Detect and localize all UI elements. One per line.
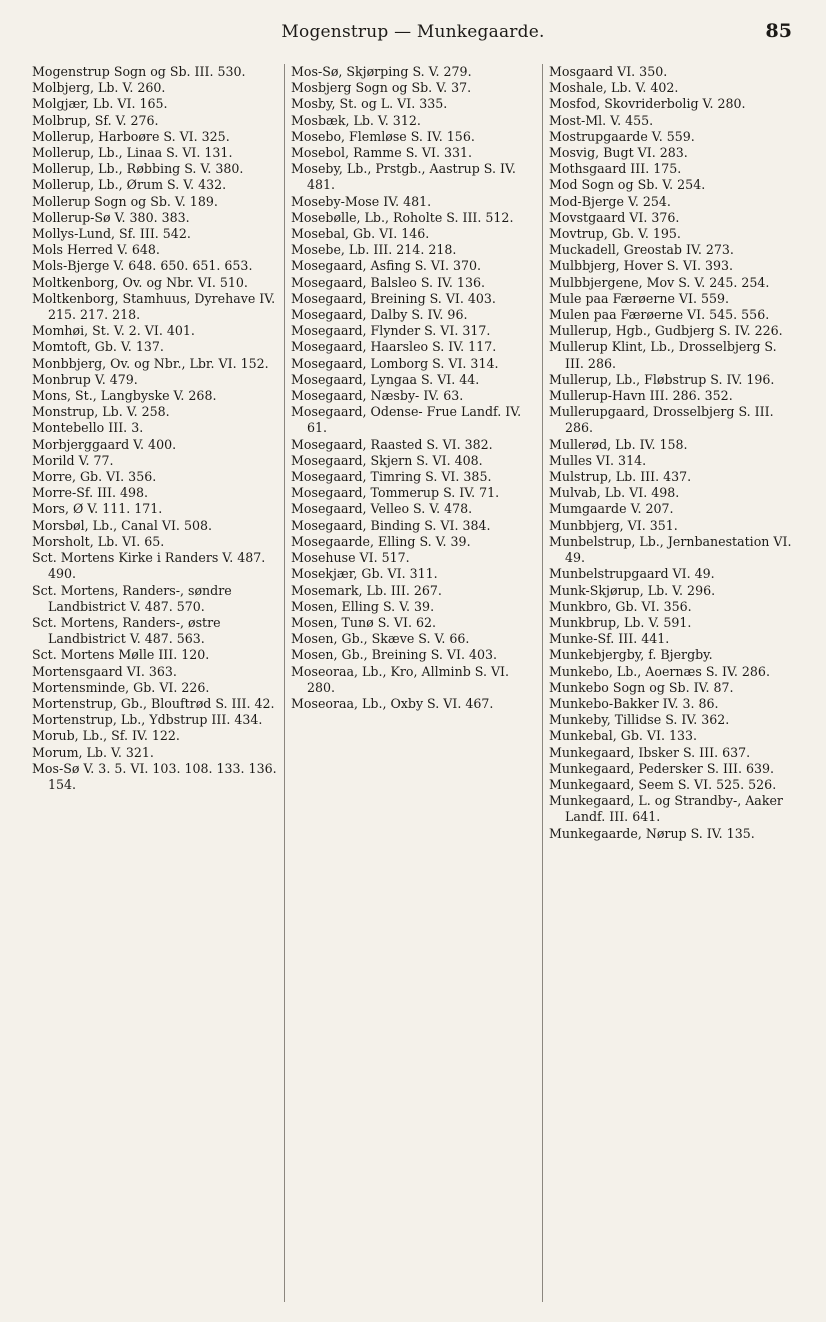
index-entry: Movtrup, Gb. V. 195. <box>549 226 681 242</box>
index-entry: Moseoraa, Lb., Oxby S. VI. 467. <box>291 695 494 711</box>
index-entry: Mosegaard, Odense- Frue Landf. IV. 61. <box>291 404 522 436</box>
index-entry: Most-Ml. V. 455. <box>549 112 654 128</box>
index-entry: Mule paa Færøerne VI. 559. <box>549 290 730 306</box>
index-entry: Munkegaard, Seem S. VI. 525. 526. <box>549 776 777 792</box>
index-entry: Mosbjerg Sogn og Sb. V. 37. <box>291 80 472 96</box>
index-entry: Mosebal, Gb. VI. 146. <box>291 226 430 242</box>
index-entry: Morbjerggaard V. 400. <box>32 436 177 452</box>
index-entry: Mosegaard, Tommerup S. IV. 71. <box>291 485 500 501</box>
index-entry: Mullerupgaard, Drosselbjerg S. III. 286. <box>549 404 774 436</box>
index-entry: Mosebølle, Lb., Roholte S. III. 512. <box>291 209 514 225</box>
index-entry: Mosebe, Lb. III. 214. 218. <box>291 242 457 258</box>
index-entry: Munbbjerg, VI. 351. <box>549 517 678 533</box>
column-1 <box>26 64 284 1302</box>
index-entry: Mosegaard, Flynder S. VI. 317. <box>291 323 491 339</box>
index-entry: Morsbøl, Lb., Canal VI. 508. <box>32 517 212 533</box>
index-entry: Munkebo Sogn og Sb. IV. 87. <box>549 679 734 695</box>
index-columns <box>26 64 800 1302</box>
index-entry: Monbrup V. 479. <box>32 371 138 387</box>
index-entry: Munkegaard, Ibsker S. III. 637. <box>549 744 751 760</box>
index-entry: Mortensgaard VI. 363. <box>32 663 177 679</box>
index-entry: Sct. Mortens Kirke i Randers V. 487. 490. <box>32 550 266 582</box>
index-entry: Mosegaard, Breining S. VI. 403. <box>291 290 496 306</box>
index-entry: Mortensminde, Gb. VI. 226. <box>32 679 210 695</box>
index-entry: Munkbrup, Lb. V. 591. <box>549 614 692 630</box>
index-entry: Munkbro, Gb. VI. 356. <box>549 598 692 614</box>
index-entry: Sct. Mortens Mølle III. 120. <box>32 647 210 663</box>
index-entry: Moseby, Lb., Prstgb., Aastrup S. IV. 481. <box>291 161 516 193</box>
index-entry: Mollerup, Harboøre S. VI. 325. <box>32 128 230 144</box>
index-entry: Moseby-Mose IV. 481. <box>291 193 432 209</box>
index-entry: Momhøi, St. V. 2. VI. 401. <box>32 323 195 339</box>
index-entry: Munbelstrupgaard VI. 49. <box>549 566 715 582</box>
index-entry: Munkebjergby, f. Bjergby. <box>549 647 713 663</box>
index-entry: Mullerup Klint, Lb., Drosselbjerg S. III. 286. <box>549 339 777 371</box>
index-entry: Mosen, Gb., Breining S. VI. 403. <box>291 647 498 663</box>
index-entry: Moltkenborg, Ov. og Nbr. VI. 510. <box>32 274 248 290</box>
page-header <box>26 18 800 58</box>
index-entry: Munkebal, Gb. VI. 133. <box>549 728 698 744</box>
index-entry: Mulen paa Færøerne VI. 545. 556. <box>549 307 770 323</box>
index-entry: Mosbæk, Lb. V. 312. <box>291 112 421 128</box>
index-entry: Morsholt, Lb. VI. 65. <box>32 533 165 549</box>
index-entry: Mosehuse VI. 517. <box>291 550 410 566</box>
index-entry: Mortenstrup, Gb., Blouftrød S. III. 42. <box>32 695 275 711</box>
column-2 <box>284 64 542 1302</box>
index-entry: Morre, Gb. VI. 356. <box>32 469 157 485</box>
index-entry: Muckadell, Greostab IV. 273. <box>549 242 734 258</box>
index-entry: Mosen, Tunø S. VI. 62. <box>291 614 437 630</box>
index-entry: Montebello III. 3. <box>32 420 144 436</box>
index-entry: Morild V. 77. <box>32 452 114 468</box>
index-entry: Mosemark, Lb. III. 267. <box>291 582 442 598</box>
index-entry: Sct. Mortens, Randers-, søndre Landbistrict V. 487. 570. <box>32 582 232 614</box>
index-entry: Mons, St., Langbyske V. 268. <box>32 388 217 404</box>
index-entry: Mosegaard, Lomborg S. VI. 314. <box>291 355 499 371</box>
index-entry: Molgjær, Lb. VI. 165. <box>32 96 168 112</box>
index-entry: Sct. Mortens, Randers-, østre Landbistrict V. 487. 563. <box>32 614 221 647</box>
index-entry: Munke-Sf. III. 441. <box>549 631 670 647</box>
index-entry: Mosekjær, Gb. VI. 311. <box>291 566 438 582</box>
index-entry: Munkebo, Lb., Aoernæs S. IV. 286. <box>549 663 770 679</box>
index-entry: Mosegaard, Asfing S. VI. 370. <box>291 258 481 274</box>
index-entry: Munkeby, Tillidse S. IV. 362. <box>549 712 730 728</box>
index-entry: Mortenstrup, Lb., Ydbstrup III. 434. <box>32 712 263 728</box>
index-entry: Moshale, Lb. V. 402. <box>549 80 679 96</box>
index-entry: Movstgaard VI. 376. <box>549 209 680 225</box>
index-entry: Mosgaard VI. 350. <box>549 64 668 79</box>
index-entry: Mosen, Gb., Skæve S. V. 66. <box>291 631 470 647</box>
index-entry: Mullerød, Lb. IV. 158. <box>549 436 688 452</box>
index-entry: Mulbbjergene, Mov S. V. 245. 254. <box>549 274 770 290</box>
index-entry: Mosebol, Ramme S. VI. 331. <box>291 145 472 161</box>
column-3 <box>542 64 800 1302</box>
index-entry: Mosegaard, Haarsleo S. IV. 117. <box>291 339 497 355</box>
index-entry: Mosegaard, Raasted S. VI. 382. <box>291 436 493 452</box>
index-entry: Mullerup-Havn III. 286. 352. <box>549 388 733 404</box>
index-entry: Monstrup, Lb. V. 258. <box>32 404 170 420</box>
index-entry: Mosegaard, Timring S. VI. 385. <box>291 469 492 485</box>
index-entry: Munkegaarde, Nørup S. IV. 135. <box>549 825 755 841</box>
index-entry: Mols-Bjerge V. 648. 650. 651. 653. <box>32 258 253 274</box>
index-entry: Mogenstrup Sogn og Sb. III. 530. <box>32 64 246 79</box>
index-entry: Mosegaard, Skjern S. VI. 408. <box>291 452 483 468</box>
index-entry: Munbelstrup, Lb., Jernbanestation VI. 49. <box>549 533 792 566</box>
index-entry: Mollys-Lund, Sf. III. 542. <box>32 226 191 242</box>
index-entry: Mollerup, Lb., Ørum S. V. 432. <box>32 177 227 193</box>
index-entry: Mulvab, Lb. VI. 498. <box>549 485 680 501</box>
index-entry: Munk-Skjørup, Lb. V. 296. <box>549 582 716 598</box>
index-entry: Mosegaard, Næsby- IV. 63. <box>291 388 464 404</box>
index-entry: Mullerup, Lb., Fløbstrup S. IV. 196. <box>549 371 775 387</box>
index-entry: Mulbbjerg, Hover S. VI. 393. <box>549 258 734 274</box>
index-entry: Moseoraa, Lb., Kro, Allminb S. VI. 280. <box>291 663 510 695</box>
index-entry: Munkebo-Bakker IV. 3. 86. <box>549 695 719 711</box>
index-entry: Mod Sogn og Sb. V. 254. <box>549 177 706 193</box>
index-entry: Mosegaard, Velleo S. V. 478. <box>291 501 473 517</box>
index-entry: Munkegaard, L. og Strandby-, Aaker Landf. III. 641. <box>549 793 783 825</box>
index-entry: Mors, Ø V. 111. 171. <box>32 501 163 517</box>
index-entry: Mothsgaard III. 175. <box>549 161 682 177</box>
index-entry: Mosegaard, Lyngaa S. VI. 44. <box>291 371 480 387</box>
index-entry: Mumgaarde V. 207. <box>549 501 674 517</box>
running-title: Mogenstrup — Munkegaarde. <box>281 22 545 42</box>
index-entry: Mosebo, Flemløse S. IV. 156. <box>291 128 475 144</box>
index-entry: Mulles VI. 314. <box>549 452 647 468</box>
index-entry: Moltkenborg, Stamhuus, Dyrehave IV. 215. 217. 218. <box>32 290 276 323</box>
index-entry: Mosegaarde, Elling S. V. 39. <box>291 533 471 549</box>
index-entry: Mod-Bjerge V. 254. <box>549 193 671 209</box>
index-entry: Mullerup, Hgb., Gudbjerg S. IV. 226. <box>549 323 783 339</box>
index-entry: Mosegaard, Dalby S. IV. 96. <box>291 307 468 323</box>
index-entry: Mosby, St. og L. VI. 335. <box>291 96 448 112</box>
index-entry: Molbrup, Sf. V. 276. <box>32 112 159 128</box>
index-entry: Mosegaard, Balsleo S. IV. 136. <box>291 274 485 290</box>
index-entry: Mos-Sø, Skjørping S. V. 279. <box>291 64 472 79</box>
index-entry: Mollerup Sogn og Sb. V. 189. <box>32 193 218 209</box>
index-entry: Mosvig, Bugt VI. 283. <box>549 145 688 161</box>
index-entry: Monbbjerg, Ov. og Nbr., Lbr. VI. 152. <box>32 355 269 371</box>
index-entry: Morum, Lb. V. 321. <box>32 744 154 760</box>
index-entry: Munkegaard, Pedersker S. III. 639. <box>549 760 774 776</box>
index-entry: Mos-Sø V. 3. 5. VI. 103. 108. 133. 136. 154. <box>32 760 277 792</box>
page-number: 85 <box>765 20 792 42</box>
index-entry: Morre-Sf. III. 498. <box>32 485 149 501</box>
index-entry: Mosen, Elling S. V. 39. <box>291 598 435 614</box>
index-entry: Mollerup, Lb., Røbbing S. V. 380. <box>32 161 244 177</box>
index-entry: Mosfod, Skovriderbolig V. 280. <box>549 96 746 112</box>
index-entry: Mostrupgaarde V. 559. <box>549 128 695 144</box>
index-entry: Momtoft, Gb. V. 137. <box>32 339 164 355</box>
index-entry: Molbjerg, Lb. V. 260. <box>32 80 166 96</box>
index-entry: Mosegaard, Binding S. VI. 384. <box>291 517 491 533</box>
index-entry: Mols Herred V. 648. <box>32 242 160 258</box>
index-entry: Mulstrup, Lb. III. 437. <box>549 469 692 485</box>
index-entry: Mollerup-Sø V. 380. 383. <box>32 209 190 225</box>
index-entry: Mollerup, Lb., Linaa S. VI. 131. <box>32 145 233 161</box>
index-entry: Morub, Lb., Sf. IV. 122. <box>32 728 180 744</box>
